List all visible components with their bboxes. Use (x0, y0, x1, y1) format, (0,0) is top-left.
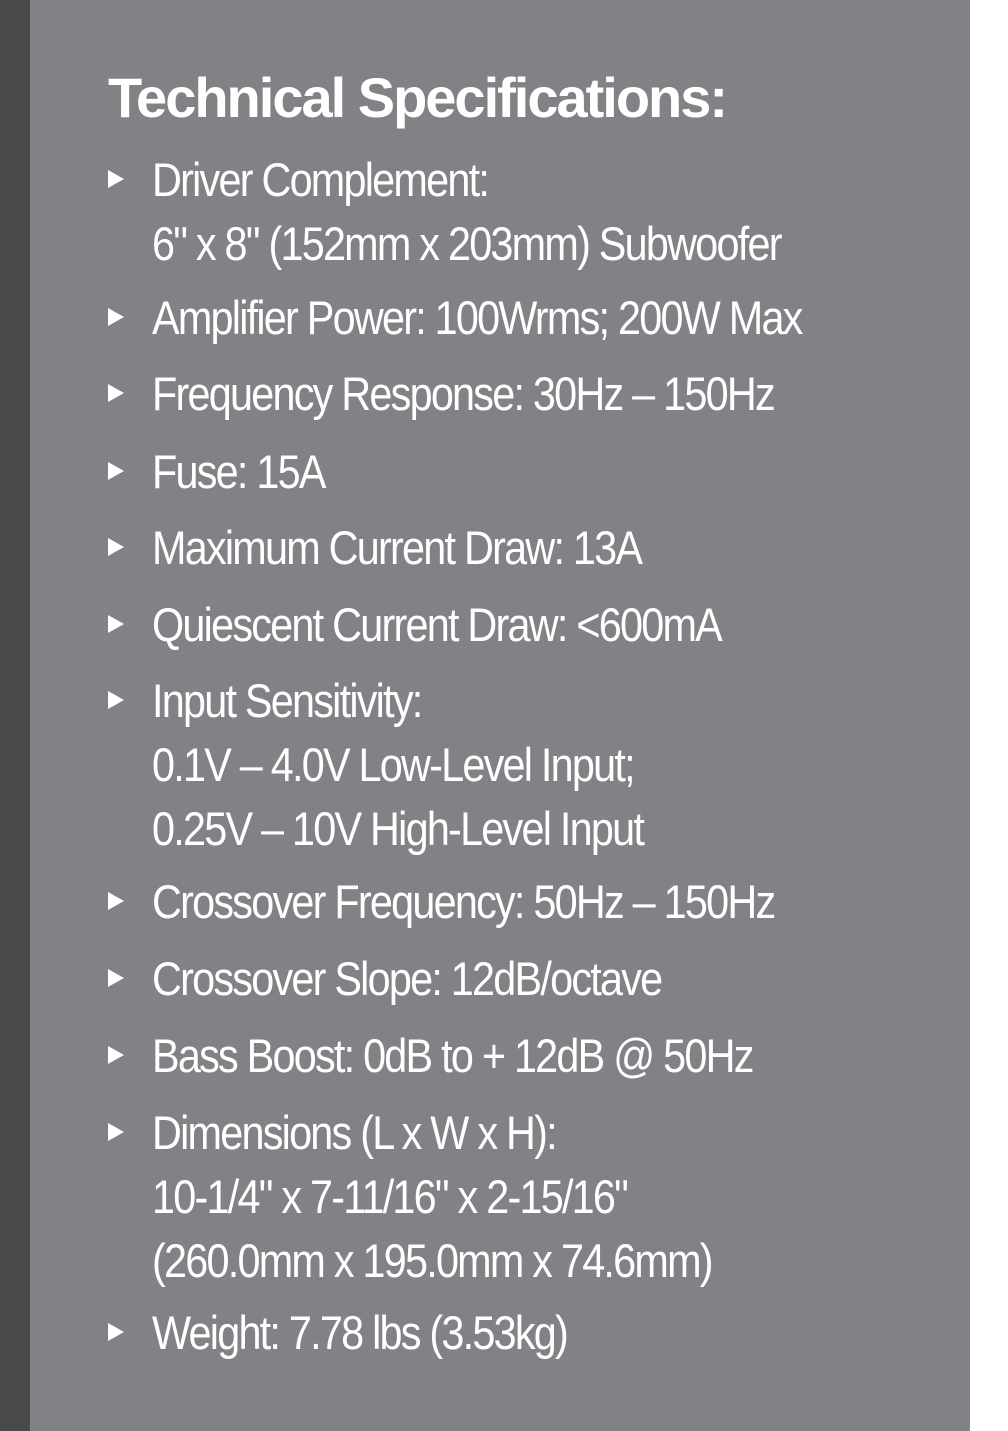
triangle-bullet-icon (108, 384, 124, 402)
spec-line: 0.25V – 10V High-Level Input (152, 802, 644, 855)
spec-line: Maximum Current Draw: 13A (152, 521, 642, 574)
triangle-bullet-icon (108, 615, 124, 633)
triangle-bullet-icon (108, 462, 124, 480)
triangle-bullet-icon (108, 969, 124, 987)
spec-line: Amplifier Power: 100Wrms; 200W Max (152, 291, 802, 344)
triangle-bullet-icon (108, 170, 124, 188)
spec-line: 10-1/4" x 7-11/16" x 2-15/16" (152, 1170, 628, 1223)
triangle-bullet-icon (108, 892, 124, 910)
spec-line: Bass Boost: 0dB to + 12dB @ 50Hz (152, 1029, 753, 1082)
spec-text (152, 1024, 835, 1088)
left-edge-bar (0, 0, 30, 1431)
spec-text (152, 286, 890, 350)
triangle-bullet-icon (108, 691, 124, 709)
triangle-bullet-icon (108, 1123, 124, 1141)
spec-line: Crossover Slope: 12dB/octave (152, 952, 662, 1005)
spec-text (152, 1101, 788, 1293)
spec-text (152, 440, 348, 504)
triangle-bullet-icon (108, 308, 124, 326)
spec-line: Weight: 7.78 lbs (3.53kg) (152, 1306, 568, 1359)
spec-line: 6" x 8" (152mm x 203mm) Subwoofer (152, 217, 781, 270)
spec-line: Frequency Response: 30Hz – 150Hz (152, 367, 774, 420)
spec-text (152, 516, 708, 580)
triangle-bullet-icon (108, 538, 124, 556)
spec-text (152, 870, 859, 934)
spec-text (152, 148, 866, 276)
spec-line: 0.1V – 4.0V Low-Level Input; (152, 738, 634, 791)
spec-text (152, 947, 731, 1011)
spec-text (152, 362, 859, 426)
spec-panel (30, 0, 970, 1431)
spec-line: Fuse: 15A (152, 445, 325, 498)
spec-text (152, 669, 710, 861)
spec-text (152, 593, 799, 657)
triangle-bullet-icon (108, 1323, 124, 1341)
spec-text (152, 1301, 624, 1365)
spec-line: Quiescent Current Draw: <600mA (152, 598, 722, 651)
spec-line: Dimensions (L x W x H): (152, 1106, 556, 1159)
spec-line: (260.0mm x 195.0mm x 74.6mm) (152, 1234, 712, 1287)
spec-line: Input Sensitivity: (152, 674, 422, 727)
page-title: Technical Specifications: (108, 66, 727, 129)
spec-line: Crossover Frequency: 50Hz – 150Hz (152, 875, 775, 928)
spec-line: Driver Complement: (152, 153, 489, 206)
triangle-bullet-icon (108, 1046, 124, 1064)
